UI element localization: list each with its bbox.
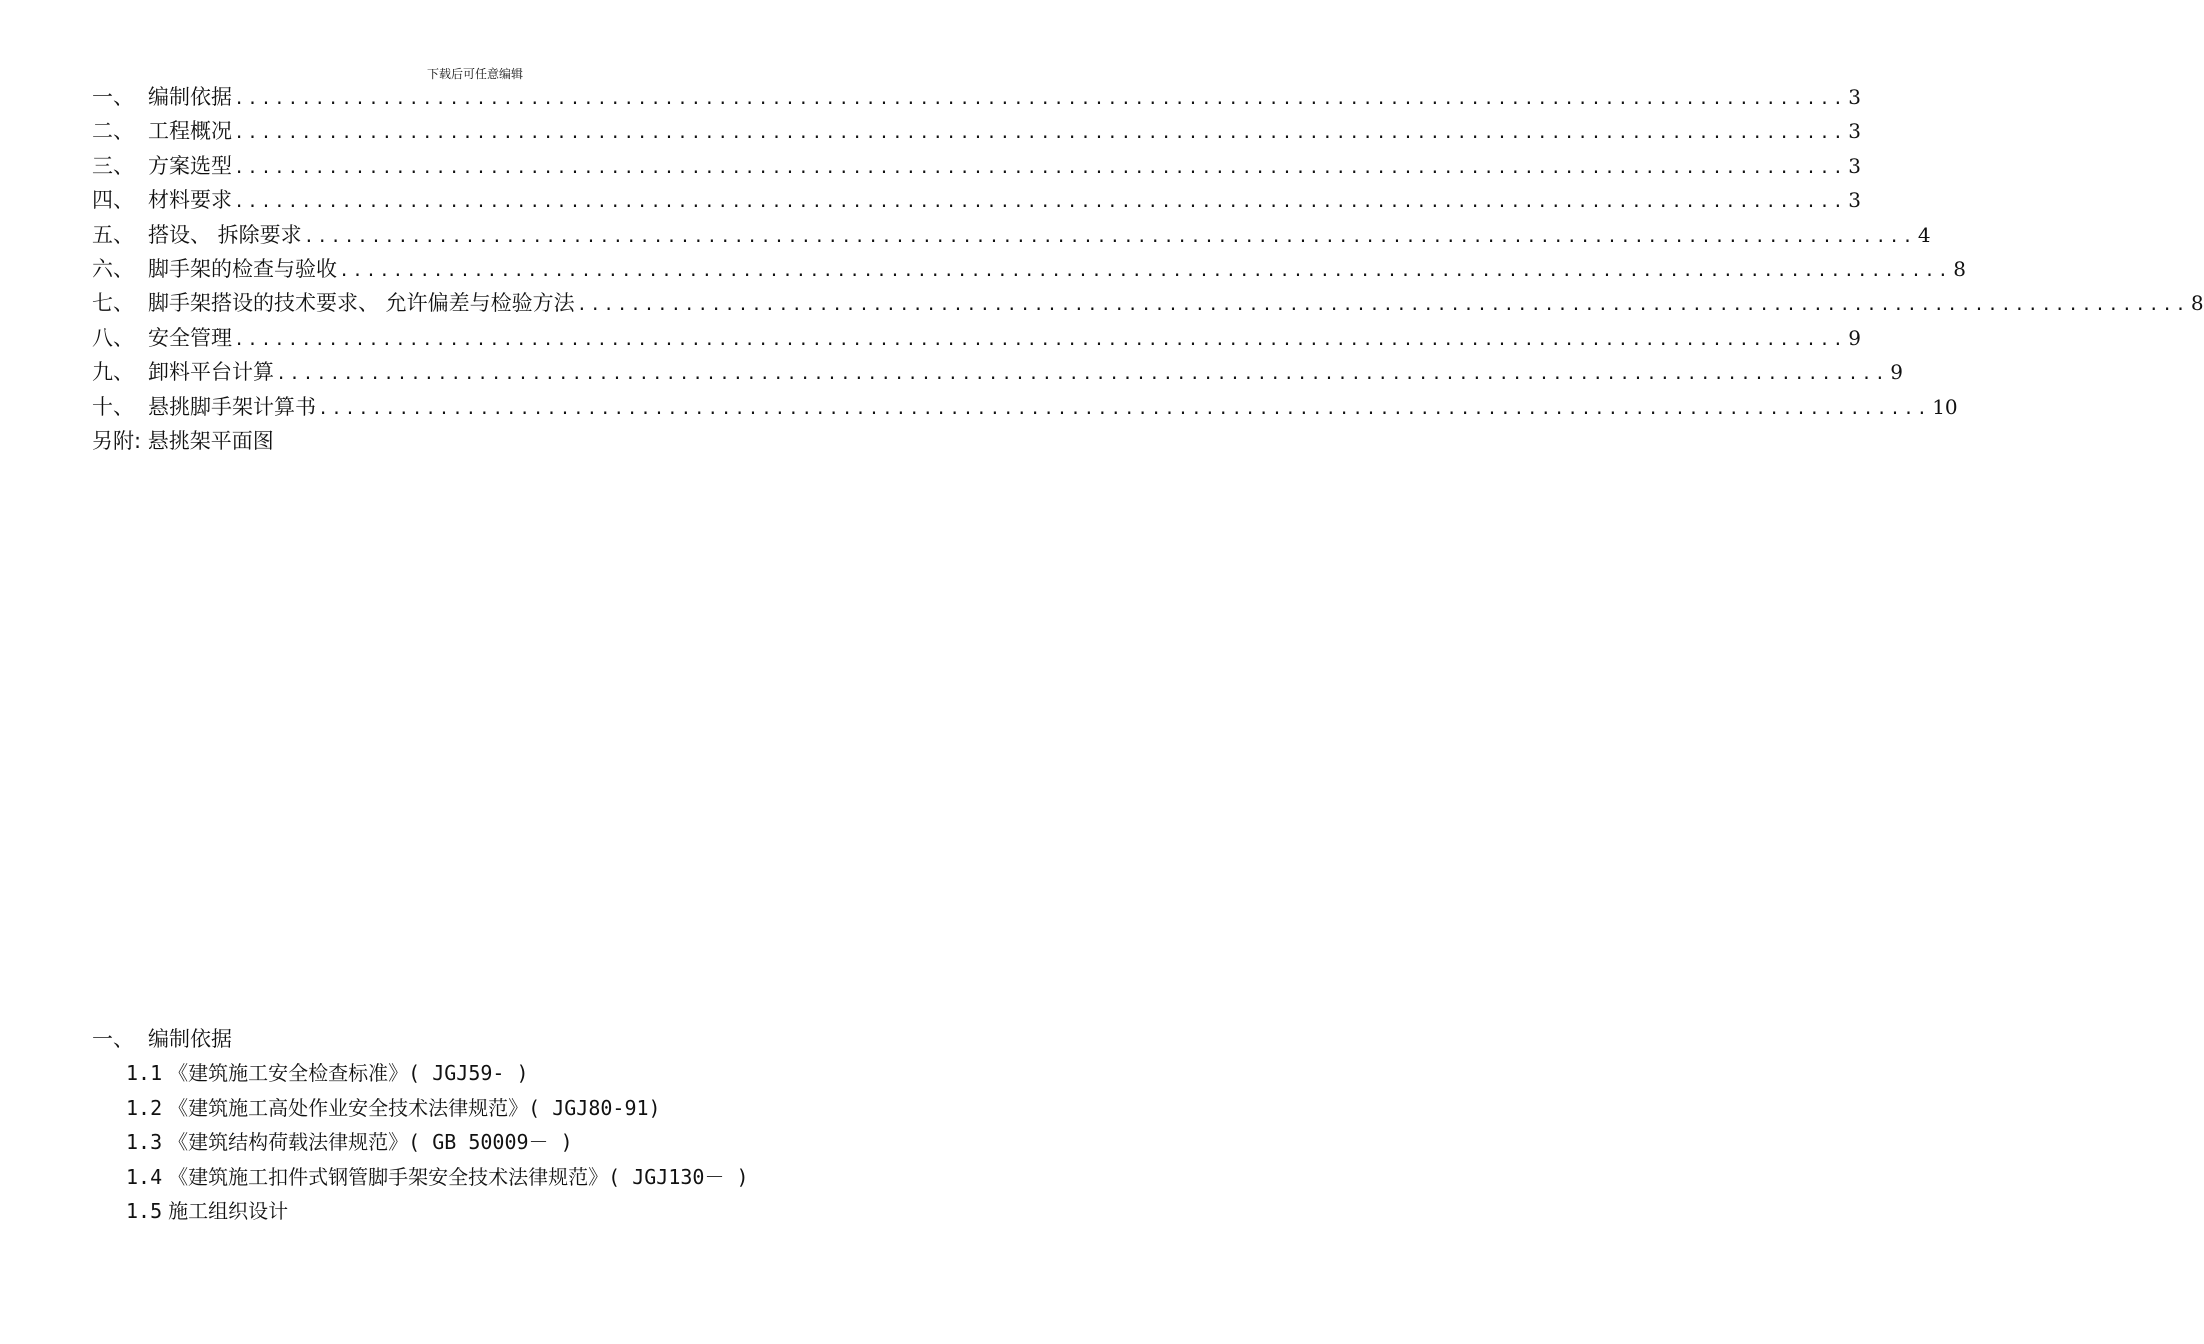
toc-entry-title: 卸料平台计算 <box>148 360 274 385</box>
toc-entry-page: 3 <box>1848 119 1861 144</box>
toc-dot-leader: ........................................................................................................................ <box>276 364 1889 385</box>
toc-entry-page: 9 <box>1890 360 1903 385</box>
toc-dot-leader: ........................................................................................................................ <box>339 260 1952 281</box>
toc-entry-page: 9 <box>1848 325 1861 350</box>
toc-entry[interactable] <box>92 114 1861 148</box>
toc-entry[interactable] <box>92 183 1861 217</box>
toc-dot-leader: ........................................................................................................................ <box>318 398 1931 419</box>
toc-entry-title: 材料要求 <box>148 188 232 213</box>
toc-entry-title: 工程概况 <box>148 119 232 144</box>
reference-text: 施工组织设计 <box>168 1199 289 1223</box>
toc-entry-number: 十、 <box>92 394 134 419</box>
toc-entry-title: 悬挑脚手架计算书 <box>148 394 316 419</box>
reference-text: 《建筑施工高处作业安全技术法律规范》( JGJ80-91) <box>168 1095 661 1120</box>
toc-dot-leader: ........................................................................................................................ <box>234 157 1847 178</box>
reference-item <box>92 1091 892 1126</box>
toc-dot-leader: ........................................................................................................................ <box>234 123 1847 144</box>
toc-entry-number: 六、 <box>92 256 134 281</box>
toc-appendix-note: 另附: 悬挑架平面图 <box>92 428 274 453</box>
toc-entry[interactable] <box>92 80 1861 114</box>
toc-entry[interactable] <box>92 321 1861 355</box>
toc-entry-number: 七、 <box>92 291 134 316</box>
toc-entry-number: 一、 <box>92 85 134 109</box>
toc-dot-leader: ........................................................................................................................ <box>303 226 1916 247</box>
toc-entry-page: 8 <box>1953 256 1966 281</box>
toc-entry-number: 八、 <box>92 325 134 350</box>
toc-dot-leader: ........................................................................................................................ <box>234 192 1847 213</box>
toc-entry-page: 8 <box>2190 291 2204 316</box>
toc-dot-leader: ........................................................................................................................ <box>234 89 1847 109</box>
toc-entry[interactable] <box>92 390 1958 424</box>
toc-entry-title: 编制依据 <box>148 85 232 109</box>
toc-entry-page: 4 <box>1917 222 1931 247</box>
toc-entry-title: 方案选型 <box>148 153 232 178</box>
toc-entry-number: 九、 <box>92 360 134 385</box>
toc-entry-page: 3 <box>1848 153 1861 178</box>
toc-dot-leader: ........................................................................................................................ <box>576 295 2189 316</box>
toc-entry-title: 搭设、 拆除要求 <box>148 222 302 247</box>
toc-entry-title: 脚手架的检查与验收 <box>148 256 337 281</box>
toc-entry[interactable] <box>92 252 1966 286</box>
reference-number: 1.4 <box>126 1164 163 1189</box>
reference-number: 1.3 <box>126 1130 163 1154</box>
reference-number: 1.5 <box>126 1199 163 1223</box>
reference-item <box>92 1160 892 1195</box>
toc-entry-title: 脚手架搭设的技术要求、 允许偏差与检验方法 <box>148 291 575 316</box>
toc-entry-page: 3 <box>1848 188 1861 213</box>
section-compilation-basis <box>92 1022 892 1229</box>
toc-dot-leader: ........................................................................................................................ <box>234 329 1847 350</box>
reference-text: 《建筑结构荷载法律规范》( GB 50009－ ) <box>168 1130 573 1154</box>
reference-number: 1.1 <box>126 1061 163 1085</box>
toc-entry-title: 安全管理 <box>148 325 232 350</box>
toc-entry[interactable] <box>92 218 1931 252</box>
reference-number: 1.2 <box>126 1095 163 1120</box>
toc-entry-number: 三、 <box>92 153 134 178</box>
section-title: 编制依据 <box>148 1027 232 1051</box>
toc-entry-number: 二、 <box>92 119 134 144</box>
toc-entry-number: 四、 <box>92 188 134 213</box>
page-header: 下载后可任意编辑 <box>426 67 523 81</box>
reference-item <box>92 1125 892 1160</box>
reference-item <box>92 1056 892 1091</box>
toc-entry-number: 五、 <box>92 222 134 247</box>
toc-entry-page: 3 <box>1848 85 1861 109</box>
section-heading <box>92 1022 892 1056</box>
toc-entry[interactable] <box>92 149 1861 183</box>
reference-text: 《建筑施工扣件式钢管脚手架安全技术法律规范》( JGJ130－ ) <box>168 1164 749 1189</box>
toc-entry[interactable] <box>92 286 2204 320</box>
toc-entry[interactable] <box>92 355 1903 389</box>
toc-entry-page: 10 <box>1932 394 1958 419</box>
section-number: 一、 <box>92 1027 134 1051</box>
reference-item <box>92 1194 892 1229</box>
reference-text: 《建筑施工安全检查标准》( JGJ59- ) <box>168 1061 529 1085</box>
table-of-contents <box>92 80 2204 458</box>
